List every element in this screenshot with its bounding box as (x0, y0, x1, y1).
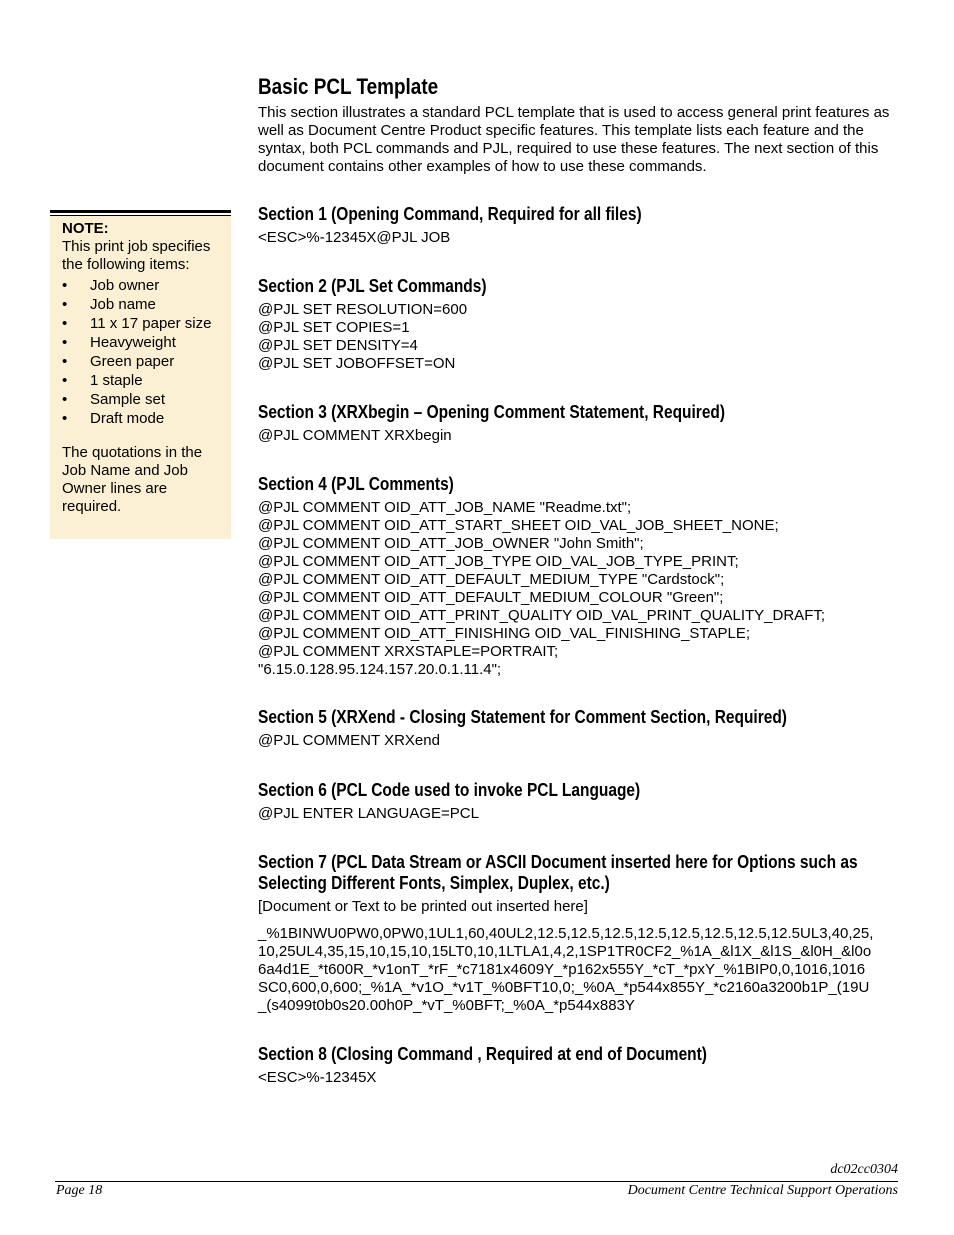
section-title: Section 2 (PJL Set Commands) (258, 276, 487, 296)
section-title-line-1: Section 7 (PCL Data Stream or ASCII Document inserted here for Options such as (258, 852, 858, 872)
note-text: This print job specifies the following items: (62, 238, 211, 273)
note-item: • 11 x 17 paper size (62, 315, 212, 332)
note-footer-text: The quotations in the Job Name and Job Owner lines are required. (62, 444, 203, 515)
note-item: • Sample set (62, 391, 166, 408)
section-5 (258, 707, 908, 750)
section-title: Section 6 (PCL Code used to invoke PCL Language) (258, 780, 641, 800)
section-3 (258, 402, 908, 445)
section-code: <ESC>%-12345X@PJL JOB (258, 229, 451, 246)
note-label: NOTE: (62, 220, 109, 237)
section-6 (258, 780, 908, 823)
note-item: • Draft mode (62, 410, 165, 427)
section-2 (258, 276, 908, 373)
page-number: Page 18 (56, 1183, 103, 1198)
section-code: <ESC>%-12345X (258, 1069, 377, 1086)
intro-paragraph: This section illustrates a standard PCL template that is used to access general print features as well as Document Centre Product specific features. This template lists each feature and the syntax, both PCL commands and PJL, required to use these features. The next section of this document contains other examples of how to use these commands. (258, 104, 890, 175)
section-1 (258, 204, 908, 247)
bullet-icon: • (62, 372, 68, 389)
bullet-icon: • (62, 277, 68, 294)
bullet-icon: • (62, 296, 68, 313)
document-code: dc02cc0304 (830, 1162, 898, 1177)
bullet-icon: • (62, 410, 68, 427)
section-title: Section 1 (Opening Command, Required for all files) (258, 204, 642, 224)
section-4 (258, 474, 908, 679)
footer-rule (55, 1181, 898, 1182)
note-box (50, 216, 231, 539)
bullet-icon: • (62, 315, 68, 332)
pcl-data-stream: _%1BINWU0PW0,0PW0,1UL1,60,40UL2,12.5,12.5,12.5,12.5,12.5,12.5,12.5,12.5UL3,40,25, 10,25UL4,35,15,10,15,10,15LT0,10,1LTLA1,4,2,1SP1TR0CF2_%1A_&l1X_&l1S_&l0H_&l0o 6a4d1E_*t600R_*v1onT_*rF_*c7181x4609Y_*p162x555Y_*cT_*pxY_%1BIP0,0,1016,1016 SC0,600,0,600;_%1A_*v1O_*v1T_%0BFT10,0;_%0A_*p544x855Y_*c2160a3200b1P_(19U _(s4099t0b0s20.00h0P_*vT_%0BFT;_%0A_*p544x883Y (258, 925, 874, 1014)
section-7 (258, 852, 908, 1015)
section-title: Section 4 (PJL Comments) (258, 474, 454, 494)
bullet-icon: • (62, 334, 68, 351)
note-item: • 1 staple (62, 372, 143, 389)
section-title: Section 5 (XRXend - Closing Statement for Comment Section, Required) (258, 707, 787, 727)
section-code: @PJL COMMENT OID_ATT_JOB_NAME "Readme.txt"; @PJL COMMENT OID_ATT_START_SHEET OID_VAL_JOB_SHEET_NONE; @PJL COMMENT OID_ATT_JOB_OWNER "John Smith"; @PJL COMMENT OID_ATT_JOB_TYPE OID_VAL_JOB_TYPE_PRINT; @PJL COMMENT OID_ATT_DEFAULT_MEDIUM_TYPE "Cardstock"; @PJL COMMENT OID_ATT_DEFAULT_MEDIUM_COLOUR "Green"; @PJL COMMENT OID_ATT_PRINT_QUALITY OID_VAL_PRINT_QUALITY_DRAFT; @PJL COMMENT OID_ATT_FINISHING OID_VAL_FINISHING_STAPLE; @PJL COMMENT XRXSTAPLE=PORTRAIT; "6.15.0.128.95.124.157.20.0.1.11.4"; (258, 499, 826, 678)
note-item: • Green paper (62, 353, 175, 370)
note-item: • Heavyweight (62, 334, 176, 351)
footer-title: Document Centre Technical Support Operations (627, 1183, 898, 1198)
section-code: @PJL COMMENT XRXbegin (258, 427, 452, 444)
section-code: @PJL COMMENT XRXend (258, 732, 440, 749)
page-title: Basic PCL Template (258, 74, 439, 99)
section-8 (258, 1044, 908, 1087)
bullet-icon: • (62, 353, 68, 370)
section-code: @PJL SET RESOLUTION=600 @PJL SET COPIES=1 @PJL SET DENSITY=4 @PJL SET JOBOFFSET=ON (258, 301, 468, 372)
note-top-rule (50, 210, 231, 213)
section-title: Section 3 (XRXbegin – Opening Comment Statement, Required) (258, 402, 726, 422)
note-item-list (62, 276, 227, 428)
section-title-line-2: Selecting Different Fonts, Simplex, Duplex, etc.) (258, 873, 610, 893)
section-note: [Document or Text to be printed out inserted here] (258, 898, 588, 915)
section-code: @PJL ENTER LANGUAGE=PCL (258, 805, 479, 822)
section-title: Section 8 (Closing Command , Required at end of Document) (258, 1044, 707, 1064)
note-item: • Job name (62, 296, 156, 313)
bullet-icon: • (62, 391, 68, 408)
note-item: • Job owner (62, 277, 160, 294)
